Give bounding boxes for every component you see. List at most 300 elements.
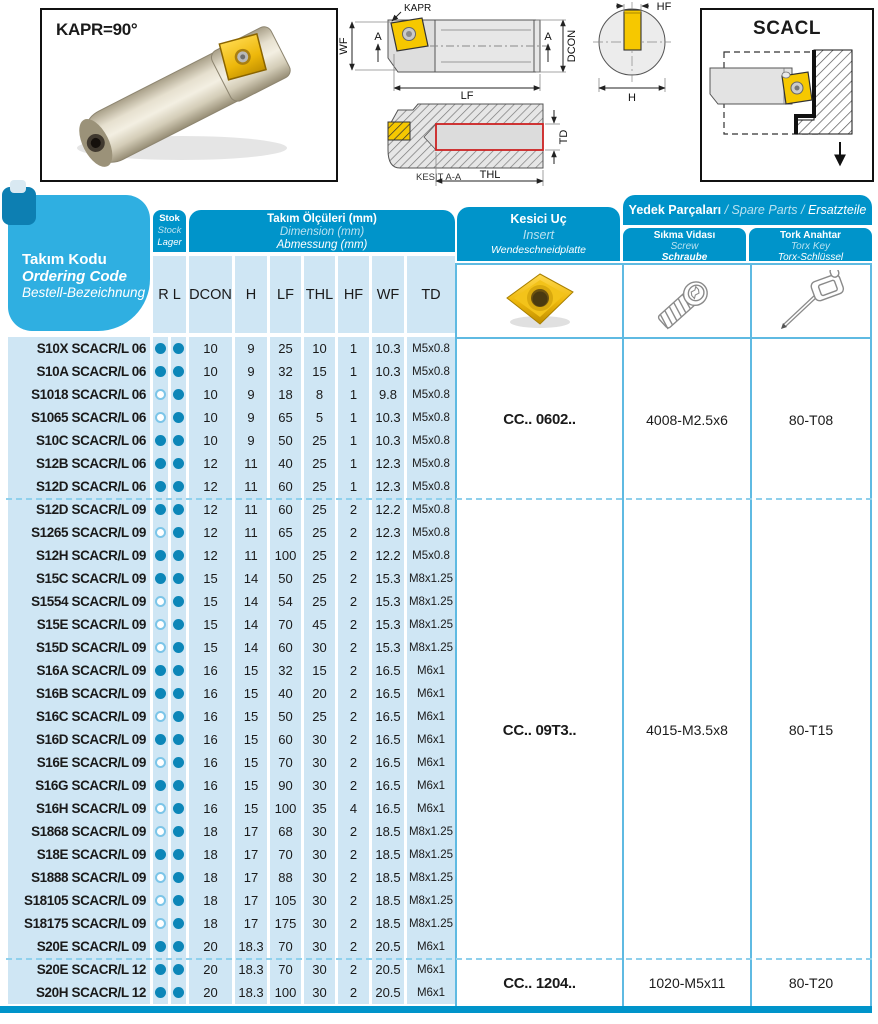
dimensions-header: Takım Ölçüleri (mm) Dimension (mm) Abmessung (mm) xyxy=(189,210,455,252)
cell-dcon: 16 xyxy=(189,705,232,728)
torx-code: 80-T08 xyxy=(750,339,870,500)
cell-td: M5x0.8 xyxy=(407,429,455,452)
stock-filled-dot xyxy=(173,435,184,446)
stock-filled-dot xyxy=(173,642,184,653)
stock-dot-r xyxy=(153,498,168,521)
stock-filled-dot xyxy=(173,941,184,952)
cell-h: 15 xyxy=(235,682,267,705)
stock-dot-r xyxy=(153,406,168,429)
cell-thl: 30 xyxy=(304,912,335,935)
cell-thl: 5 xyxy=(304,406,335,429)
stock-filled-dot xyxy=(173,803,184,814)
cell-h: 15 xyxy=(235,751,267,774)
stock-filled-dot xyxy=(173,826,184,837)
cell-dcon: 18 xyxy=(189,820,232,843)
stock-dot-l xyxy=(171,820,186,843)
col-header-dcon: DCON xyxy=(189,256,232,333)
cell-hf: 2 xyxy=(338,820,369,843)
stock-dot-r xyxy=(153,843,168,866)
cell-dcon: 18 xyxy=(189,866,232,889)
row-code: S15C SCACR/L 09 xyxy=(8,567,150,590)
stock-dot-r xyxy=(153,521,168,544)
insert-code: CC.. 0602.. xyxy=(503,411,576,428)
cell-h: 17 xyxy=(235,843,267,866)
cell-dcon: 16 xyxy=(189,751,232,774)
cell-hf: 2 xyxy=(338,843,369,866)
cell-wf: 16.5 xyxy=(372,774,404,797)
row-code: S10C SCACR/L 06 xyxy=(8,429,150,452)
ordering-code-tr: Takım Kodu xyxy=(22,250,107,268)
cell-hf: 2 xyxy=(338,567,369,590)
cell-thl: 25 xyxy=(304,590,335,613)
cell-dcon: 18 xyxy=(189,843,232,866)
cell-lf: 50 xyxy=(270,567,301,590)
stock-filled-dot xyxy=(173,918,184,929)
row-code: S18175 SCACR/L 09 xyxy=(8,912,150,935)
stock-dot-l xyxy=(171,958,186,981)
col-header-td: TD xyxy=(407,256,455,333)
cell-dcon: 20 xyxy=(189,958,232,981)
stock-dot-r xyxy=(153,774,168,797)
stock-dot-r xyxy=(153,429,168,452)
cell-thl: 30 xyxy=(304,981,335,1004)
cell-h: 15 xyxy=(235,797,267,820)
stock-dot-l xyxy=(171,590,186,613)
stock-dot-l xyxy=(171,567,186,590)
group-separator xyxy=(6,498,872,500)
cell-wf: 20.5 xyxy=(372,935,404,958)
cell-thl: 30 xyxy=(304,728,335,751)
stock-filled-dot xyxy=(173,872,184,883)
cell-lf: 18 xyxy=(270,383,301,406)
svg-text:LF: LF xyxy=(460,90,474,102)
cell-wf: 9.8 xyxy=(372,383,404,406)
stock-filled-dot xyxy=(173,366,184,377)
cell-lf: 60 xyxy=(270,728,301,751)
stock-open-dot xyxy=(155,527,166,538)
row-code: S16C SCACR/L 09 xyxy=(8,705,150,728)
torx-header: Tork Anahtar Torx Key Torx-Schlüssel xyxy=(749,228,872,261)
cell-wf: 10.3 xyxy=(372,337,404,360)
row-code: S1265 SCACR/L 09 xyxy=(8,521,150,544)
cell-h: 18.3 xyxy=(235,935,267,958)
stock-dot-l xyxy=(171,452,186,475)
stock-filled-dot xyxy=(173,481,184,492)
cell-h: 9 xyxy=(235,383,267,406)
cell-wf: 12.3 xyxy=(372,521,404,544)
torx-code: 80-T15 xyxy=(750,500,870,960)
cell-hf: 2 xyxy=(338,659,369,682)
insert-image-cell xyxy=(457,265,622,339)
cell-wf: 16.5 xyxy=(372,659,404,682)
screw-header: Sıkma Vidası Screw Schraube xyxy=(623,228,746,261)
cell-dcon: 10 xyxy=(189,406,232,429)
cell-hf: 1 xyxy=(338,383,369,406)
cell-wf: 10.3 xyxy=(372,406,404,429)
stock-filled-dot xyxy=(173,573,184,584)
stock-open-dot xyxy=(155,596,166,607)
row-code: S16D SCACR/L 09 xyxy=(8,728,150,751)
stock-filled-dot xyxy=(173,665,184,676)
stock-filled-dot xyxy=(173,711,184,722)
svg-text:H: H xyxy=(628,92,636,104)
cell-hf: 2 xyxy=(338,889,369,912)
screw-code: 1020-M5x11 xyxy=(622,960,750,1006)
row-code: S16E SCACR/L 09 xyxy=(8,751,150,774)
svg-text:THL: THL xyxy=(479,169,501,181)
cell-td: M8x1.25 xyxy=(407,567,455,590)
stock-filled-dot xyxy=(155,550,166,561)
cell-dcon: 15 xyxy=(189,636,232,659)
cell-wf: 15.3 xyxy=(372,613,404,636)
row-code: S1554 SCACR/L 09 xyxy=(8,590,150,613)
cell-thl: 30 xyxy=(304,820,335,843)
row-code: S20E SCACR/L 09 xyxy=(8,935,150,958)
stock-header: Stok Stock Lager xyxy=(153,210,186,252)
scacl-label: SCACL xyxy=(753,18,821,39)
cell-h: 15 xyxy=(235,659,267,682)
stock-dot-r xyxy=(153,912,168,935)
cell-wf: 10.3 xyxy=(372,429,404,452)
stock-filled-dot xyxy=(155,573,166,584)
cell-hf: 2 xyxy=(338,751,369,774)
stock-open-dot xyxy=(155,895,166,906)
stock-dot-l xyxy=(171,728,186,751)
svg-text:WF: WF xyxy=(338,37,350,55)
stock-filled-dot xyxy=(173,550,184,561)
cell-wf: 16.5 xyxy=(372,682,404,705)
cell-wf: 18.5 xyxy=(372,912,404,935)
stock-dot-l xyxy=(171,705,186,728)
cell-thl: 30 xyxy=(304,935,335,958)
cell-hf: 2 xyxy=(338,613,369,636)
row-code: S12H SCACR/L 09 xyxy=(8,544,150,567)
insert-scacl xyxy=(782,72,812,104)
cell-thl: 45 xyxy=(304,613,335,636)
cell-h: 14 xyxy=(235,567,267,590)
cell-wf: 16.5 xyxy=(372,705,404,728)
row-code: S15D SCACR/L 09 xyxy=(8,636,150,659)
cell-thl: 25 xyxy=(304,452,335,475)
cell-lf: 70 xyxy=(270,613,301,636)
cell-lf: 32 xyxy=(270,360,301,383)
svg-text:A: A xyxy=(374,31,382,43)
stock-dot-r xyxy=(153,636,168,659)
torx-code: 80-T20 xyxy=(750,960,870,1006)
svg-text:TD: TD xyxy=(558,129,570,145)
cell-h: 11 xyxy=(235,452,267,475)
stock-dot-r xyxy=(153,590,168,613)
cell-h: 11 xyxy=(235,475,267,498)
insert-photo xyxy=(497,270,583,332)
stock-dot-l xyxy=(171,751,186,774)
cell-wf: 18.5 xyxy=(372,889,404,912)
cell-td: M8x1.25 xyxy=(407,866,455,889)
stock-open-dot xyxy=(155,412,166,423)
cell-h: 11 xyxy=(235,498,267,521)
spare-parts-header: Yedek Parçaları / Spare Parts / Ersatzteile xyxy=(623,195,872,225)
cell-dcon: 15 xyxy=(189,567,232,590)
cell-dcon: 12 xyxy=(189,544,232,567)
stock-filled-dot xyxy=(155,734,166,745)
stock-filled-dot xyxy=(173,458,184,469)
stock-dot-r xyxy=(153,981,168,1004)
stock-open-dot xyxy=(155,826,166,837)
cell-hf: 4 xyxy=(338,797,369,820)
insert-code: CC.. 1204.. xyxy=(503,974,576,992)
cell-dcon: 12 xyxy=(189,452,232,475)
cell-lf: 68 xyxy=(270,820,301,843)
cell-wf: 18.5 xyxy=(372,843,404,866)
row-code: S16G SCACR/L 09 xyxy=(8,774,150,797)
stock-dot-r xyxy=(153,613,168,636)
stock-dot-r xyxy=(153,475,168,498)
cell-lf: 25 xyxy=(270,337,301,360)
cell-wf: 10.3 xyxy=(372,360,404,383)
cell-lf: 100 xyxy=(270,544,301,567)
stock-dot-l xyxy=(171,797,186,820)
cell-lf: 60 xyxy=(270,498,301,521)
cell-h: 9 xyxy=(235,429,267,452)
cell-wf: 20.5 xyxy=(372,958,404,981)
cell-td: M6x1 xyxy=(407,935,455,958)
cell-thl: 30 xyxy=(304,636,335,659)
cell-lf: 54 xyxy=(270,590,301,613)
cell-wf: 16.5 xyxy=(372,797,404,820)
stock-dot-l xyxy=(171,613,186,636)
row-code: S1888 SCACR/L 09 xyxy=(8,866,150,889)
row-code: S1018 SCACR/L 06 xyxy=(8,383,150,406)
cell-thl: 25 xyxy=(304,567,335,590)
row-code: S20E SCACR/L 12 xyxy=(8,958,150,981)
group-separator xyxy=(6,958,872,960)
stock-filled-dot xyxy=(155,665,166,676)
cell-thl: 30 xyxy=(304,889,335,912)
row-code: S16H SCACR/L 09 xyxy=(8,797,150,820)
scacl-application-box xyxy=(700,8,874,182)
stock-dot-r xyxy=(153,705,168,728)
dimension-drawings xyxy=(338,0,694,188)
stock-dot-r xyxy=(153,797,168,820)
cell-hf: 2 xyxy=(338,636,369,659)
svg-text:DCON: DCON xyxy=(566,29,578,63)
cell-td: M6x1 xyxy=(407,705,455,728)
cell-wf: 16.5 xyxy=(372,728,404,751)
stock-dot-l xyxy=(171,889,186,912)
cell-wf: 12.2 xyxy=(372,498,404,521)
cell-lf: 100 xyxy=(270,981,301,1004)
row-code: S10X SCACR/L 06 xyxy=(8,337,150,360)
cell-dcon: 10 xyxy=(189,429,232,452)
cell-td: M5x0.8 xyxy=(407,360,455,383)
cell-td: M6x1 xyxy=(407,728,455,751)
cell-h: 14 xyxy=(235,613,267,636)
stock-dot-l xyxy=(171,981,186,1004)
stock-filled-dot xyxy=(173,964,184,975)
col-header-thl: THL xyxy=(304,256,335,333)
col-header-h: H xyxy=(235,256,267,333)
cell-td: M6x1 xyxy=(407,682,455,705)
stock-filled-dot xyxy=(173,987,184,998)
cell-dcon: 16 xyxy=(189,797,232,820)
cell-hf: 2 xyxy=(338,521,369,544)
stock-dot-r xyxy=(153,728,168,751)
scacl-drawing xyxy=(702,42,868,174)
stock-filled-dot xyxy=(173,527,184,538)
cell-td: M8x1.25 xyxy=(407,613,455,636)
kapr-angle-label: KAPR=90° xyxy=(56,20,138,39)
cell-lf: 40 xyxy=(270,452,301,475)
svg-text:A: A xyxy=(544,31,552,43)
cell-hf: 2 xyxy=(338,728,369,751)
cell-td: M8x1.25 xyxy=(407,912,455,935)
stock-filled-dot xyxy=(155,780,166,791)
cell-h: 17 xyxy=(235,866,267,889)
stock-open-dot xyxy=(155,642,166,653)
cell-lf: 70 xyxy=(270,751,301,774)
screw-code: 4015-M3.5x8 xyxy=(622,500,750,960)
cell-td: M6x1 xyxy=(407,797,455,820)
cell-dcon: 15 xyxy=(189,613,232,636)
cell-hf: 1 xyxy=(338,406,369,429)
cell-lf: 65 xyxy=(270,406,301,429)
cell-dcon: 16 xyxy=(189,728,232,751)
stock-dot-l xyxy=(171,544,186,567)
cell-td: M5x0.8 xyxy=(407,337,455,360)
cell-td: M5x0.8 xyxy=(407,406,455,429)
torx-key-image-cell xyxy=(750,265,870,339)
stock-open-dot xyxy=(155,918,166,929)
cell-wf: 18.5 xyxy=(372,820,404,843)
cell-h: 18.3 xyxy=(235,981,267,1004)
screw-image-cell xyxy=(622,265,750,339)
cell-hf: 1 xyxy=(338,452,369,475)
stock-filled-dot xyxy=(155,435,166,446)
cell-thl: 15 xyxy=(304,659,335,682)
stock-dot-l xyxy=(171,406,186,429)
cell-h: 18.3 xyxy=(235,958,267,981)
insert-code: CC.. 09T3.. xyxy=(502,721,577,739)
cell-h: 17 xyxy=(235,820,267,843)
stock-dot-l xyxy=(171,912,186,935)
stock-dot-r xyxy=(153,751,168,774)
row-code: S16B SCACR/L 09 xyxy=(8,682,150,705)
cell-dcon: 12 xyxy=(189,521,232,544)
stock-filled-dot xyxy=(173,849,184,860)
stock-dot-l xyxy=(171,843,186,866)
cell-h: 11 xyxy=(235,521,267,544)
stock-dot-r xyxy=(153,383,168,406)
stock-filled-dot xyxy=(155,964,166,975)
cell-wf: 16.5 xyxy=(372,751,404,774)
cell-dcon: 16 xyxy=(189,659,232,682)
cell-h: 15 xyxy=(235,705,267,728)
stock-dot-r xyxy=(153,452,168,475)
stock-dot-l xyxy=(171,659,186,682)
cell-dcon: 15 xyxy=(189,590,232,613)
cell-thl: 30 xyxy=(304,958,335,981)
cell-thl: 25 xyxy=(304,521,335,544)
cell-lf: 105 xyxy=(270,889,301,912)
cell-wf: 12.3 xyxy=(372,475,404,498)
ordering-code-en: Ordering Code xyxy=(22,267,128,285)
stock-dot-r xyxy=(153,958,168,981)
stock-filled-dot xyxy=(155,481,166,492)
cell-h: 15 xyxy=(235,728,267,751)
row-code: S16A SCACR/L 09 xyxy=(8,659,150,682)
cell-wf: 15.3 xyxy=(372,567,404,590)
cell-thl: 35 xyxy=(304,797,335,820)
cell-dcon: 10 xyxy=(189,337,232,360)
cell-h: 9 xyxy=(235,406,267,429)
cell-thl: 25 xyxy=(304,498,335,521)
cell-td: M8x1.25 xyxy=(407,889,455,912)
cell-lf: 90 xyxy=(270,774,301,797)
cell-wf: 12.3 xyxy=(372,452,404,475)
stock-filled-dot xyxy=(173,757,184,768)
stock-dot-r xyxy=(153,820,168,843)
cell-td: M6x1 xyxy=(407,981,455,1004)
row-code: S1868 SCACR/L 09 xyxy=(8,820,150,843)
cell-hf: 2 xyxy=(338,590,369,613)
col-header-wf: WF xyxy=(372,256,404,333)
cell-h: 14 xyxy=(235,636,267,659)
stock-dot-l xyxy=(171,498,186,521)
stock-filled-dot xyxy=(173,412,184,423)
cell-dcon: 10 xyxy=(189,383,232,406)
stock-dot-l xyxy=(171,636,186,659)
cell-dcon: 20 xyxy=(189,935,232,958)
cell-td: M5x0.8 xyxy=(407,498,455,521)
cell-td: M5x0.8 xyxy=(407,452,455,475)
stock-filled-dot xyxy=(173,596,184,607)
stock-dot-r xyxy=(153,337,168,360)
stock-dot-r xyxy=(153,659,168,682)
stock-filled-dot xyxy=(173,504,184,515)
bookmark-icon xyxy=(2,187,36,225)
stock-filled-dot xyxy=(155,688,166,699)
cell-dcon: 10 xyxy=(189,360,232,383)
cell-thl: 10 xyxy=(304,337,335,360)
stock-filled-dot xyxy=(173,389,184,400)
cell-thl: 25 xyxy=(304,475,335,498)
col-header-lf: LF xyxy=(270,256,301,333)
stock-filled-dot xyxy=(155,987,166,998)
stock-dot-r xyxy=(153,567,168,590)
cell-h: 11 xyxy=(235,544,267,567)
screw-code: 4008-M2.5x6 xyxy=(622,339,750,500)
cell-wf: 12.2 xyxy=(372,544,404,567)
torx-key-icon xyxy=(774,270,848,332)
svg-text:KESIT A-A: KESIT A-A xyxy=(416,172,462,183)
cell-td: M6x1 xyxy=(407,958,455,981)
cell-wf: 15.3 xyxy=(372,636,404,659)
stock-filled-dot xyxy=(173,895,184,906)
stock-dot-l xyxy=(171,682,186,705)
cell-h: 15 xyxy=(235,774,267,797)
cell-dcon: 12 xyxy=(189,475,232,498)
stock-filled-dot xyxy=(155,458,166,469)
stock-open-dot xyxy=(155,872,166,883)
cell-td: M5x0.8 xyxy=(407,544,455,567)
cell-td: M6x1 xyxy=(407,659,455,682)
cell-lf: 88 xyxy=(270,866,301,889)
row-code: S12D SCACR/L 06 xyxy=(8,475,150,498)
cell-td: M8x1.25 xyxy=(407,820,455,843)
cell-hf: 1 xyxy=(338,475,369,498)
cell-lf: 70 xyxy=(270,935,301,958)
cell-thl: 25 xyxy=(304,429,335,452)
